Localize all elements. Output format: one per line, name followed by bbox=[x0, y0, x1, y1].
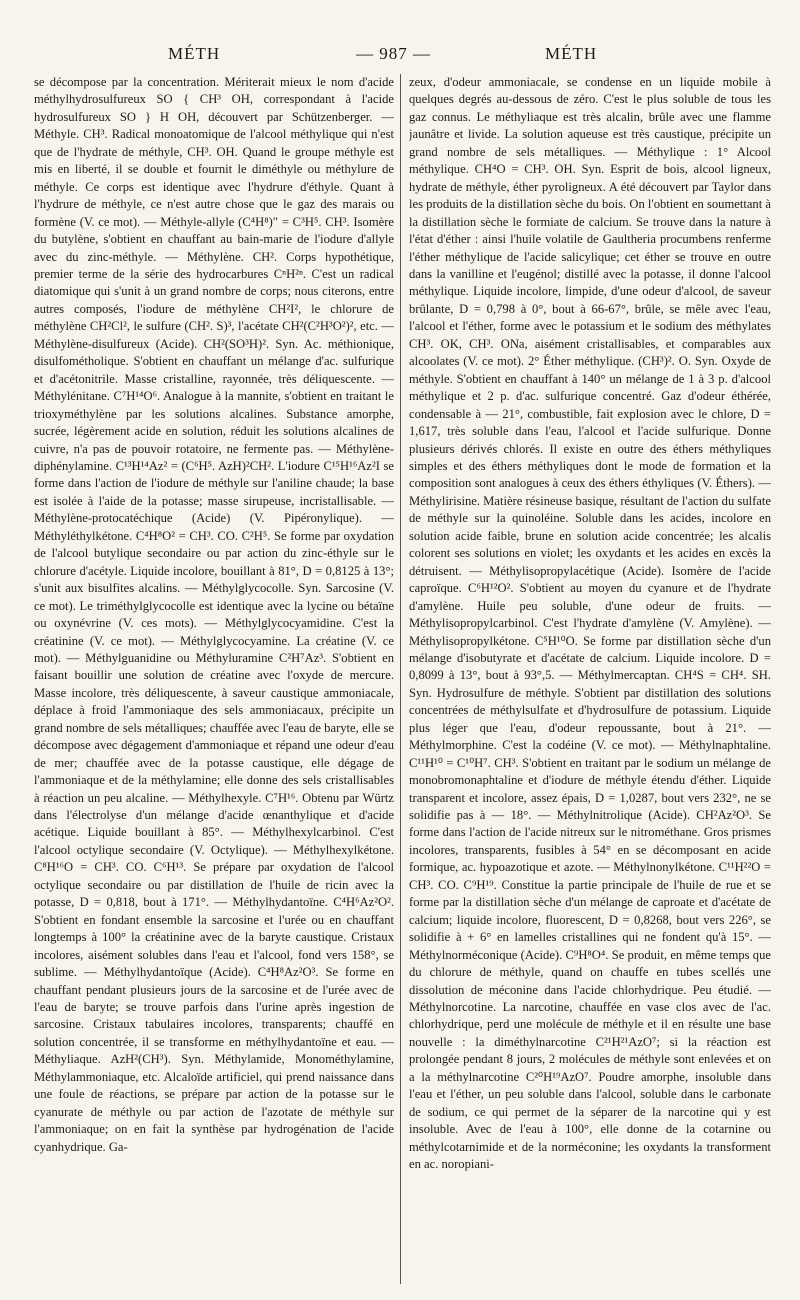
running-head-right: MÉTH bbox=[545, 44, 598, 63]
column-right-text: zeux, d'odeur ammoniacale, se condense en un liquide mobile à quelques degrés au-dessous de zéro. C'est le plus soluble de tous les gaz connus. Le méthyliaque est très alcalin, brûle avec une flamme jaunâtre et livide. La solution aqueuse est très caustique, précipite un grand nombre de sels métalliques. — Méthylique : 1° Alcool méthylique. CH⁴O = CH³. OH. Syn. Esprit de bois, alcool ligneux, hydrate de méthyle, éther pyroligneux. A été découvert par Taylor dans les produits de la distillation sèche du bois. On l'obtient en soumettant à la distillation sèche le formiate de calcium. Se trouve dans la nature à l'état d'éther : ainsi l'huile volatile de Gaultheria procumbens renferme l'éther méthylique de l'acide salicylique; cet éther se trouve en outre dans la vanilline et l'eugénol; distillé avec la potasse, il donne l'alcool méthylique. Liquide incolore, limpide, d'une odeur d'alcool, de saveur brûlante, D = 0,798 à 0°, bout à 66-67°, brûle, se mêle avec l'eau, l'alcool et l'éther, forme avec le potassium et le sodium des méthylates CH³. OK, CH³. ONa, aisément cristallisables, et comparables aux alcoolates (V. ce mot). 2° Éther méthylique. (CH³)². O. Syn. Oxyde de méthyle. S'obtient en chauffant à 140° un mélange de 1 à 3 p. d'alcool méthylique et 2 p. d'ac. sulfurique concentré. Gaz d'odeur éthérée, condensable à — 21°, combustible, fait explosion avec le chlore, D = 1,617, très soluble dans l'eau, l'alcool et l'acide sulfurique. Donne plusieurs dérivés chlorés. Il existe en outre des éthers méthyliques simples et des éthers méthyliques dont le mode de formation et la composition sont analogues à ceux des éthers éthyliques (V. Éthers). — Méthylirisine. Matière résineuse basique, résultant de l'action du sulfate de méthyle sur la quinoléine. Soluble dans les acides, incolore en solution acide faible, brune en solution acide concentrée; les alcalis colorent ses solutions en violet; les oxydants et les acides en excès la détruisent. — Méthylisopropylacétique (Acide). Isomère de l'acide caproïque. C⁶H¹²O². S'obtient au moyen du cyanure et de l'hydrate d'amylène. Huile peu soluble, d'une odeur de fruits. — Méthylisopropylcarbinol. C'est l'hydrate d'amylène (V. Amylène). — Méthylisopropylkétone. C⁵H¹⁰O. Se forme par distillation sèche d'un mélange d'isobutyrate et d'acétate de calcium. Liquide incolore. D = 0,8099 à 13°, bout à 93°,5. — Méthylmercaptan. CH⁴S = CH⁴. SH. Syn. Hydrosulfure de méthyle. S'obtient par distillation des solutions concentrées de méthylsulfate et d'hydrosulfure de potassium. Liquide plus léger que l'eau, d'odeur repoussante, bout à 21°. — Méthylmorphine. C'est la codéine (V. ce mot). — Méthylnaphtaline. C¹¹H¹⁰ = C¹⁰H⁷. CH³. S'obtient en traitant par le sodium un mélange de monobromonaphtaline et d'iodure de méthyle étendu d'éther. Liquide transparent et incolore, assez épais, D = 1,0287, bout vers 232°, ne se solidifie pas à — 18°. — Méthylnitrolique (Acide). CH²Az²O³. Se forme dans l'action de l'acide nitreux sur le nitrométhane. Gros prismes incolores, transparents, fusibles à 54° en se décomposant en acide formique, ac. hypoazotique et azote. — Méthylnonylkétone. C¹¹H²²O = CH³. CO. C⁹H¹⁹. Constitue la partie principale de l'huile de rue et se forme par la distillation sèche d'un mélange de caproate et d'acétate de calcium; liquide incolore, fluorescent, D = 0,8268, bout vers 226°, se solidifie à + 6° en lamelles cristallines qui ne fondent qu'à 15°. — Méthylnorméconique (Acide). C⁹H⁸O⁴. Se produit, en même temps que du chlorure de méthyle, quand on chauffe en tubes scellés une dissolution de méconine dans l'acide chlorhydrique. Peu étudié. — Méthylnorcotine. La narcotine, chauffée en vase clos avec de l'ac. chlorhydrique, perd une molécule de méthyle et il en résulte une base nouvelle : la diméthylnarcotine C²¹H²¹AzO⁷; si la réaction est prolongée pendant 8 jours, 2 molécules de méthyle sont enlevées et on a la méthylnarcotine C²⁰H¹⁹AzO⁷. Poudre amorphe, insoluble dans l'eau et l'éther, un peu soluble dans l'alcool, soluble dans le carbonate de sodium, ce qui permet de la séparer de la narcotine qui y est insoluble. Avec de l'eau à 100°, elle donne de la cotarnine ou méthylcotarnimide et de la norméconine; les oxydants la transforment en ac. noropiani- bbox=[409, 75, 771, 1172]
column-divider bbox=[400, 74, 401, 1284]
page-number: — 987 — bbox=[356, 44, 431, 63]
column-left-text: se décompose par la concentration. Mériterait mieux le nom d'acide méthylhydrosulfureux SO { CH³ OH, correspondant à l'acide hydrosulfureux SO } H OH, découvert par Schützenberger. — Méthyle. CH³. Radical monoatomique de l'alcool méthylique qui n'est que de l'hydrate de méthyle, CH³. OH. Quand le groupe méthyle est mis en liberté, il se double et fournit le diméthyle ou méthylure de méthyle. Ce corps est identique avec l'hydrure d'éthyle. Quant à l'hydrure de méthyle, ce n'est autre chose que le gaz des marais ou formène (V. ce mot). — Méthyle-allyle (C⁴H⁸)″ = C³H⁵. CH³. Isomère du butylène, s'obtient en chauffant au bain-marie de l'iodure d'allyle avec du zinc-méthyle. — Méthylène. CH². Corps hypothétique, premier terme de la série des hydrocarbures CⁿH²ⁿ. C'est un radical diatomique qui s'unit à un grand nombre de corps; nous citerons, entre autres composés, l'iodure de méthylène CH²I², le chlorure de méthylène CH²Cl², le sulfure (CH². S)³, l'acétate CH²(C²H³O²)², etc. — Méthylène-disulfureux (Acide). CH²(SO³H)². Syn. Ac. méthionique, disulfométholique. S'obtient en chauffant un mélange d'ac. sulfurique et d'acétonitrile. Masse cristalline, rayonnée, très déliquescente. — Méthylénitane. C⁷H¹⁴O⁶. Analogue à la mannite, s'obtient en traitant le trioxyméthylène par les solutions alcalines. Substance amorphe, sucrée, légèrement acide en solution, réduit les solutions alcalines de cuivre, n'a pas de pouvoir rotatoire, ne fermente pas. — Méthylène-diphénylamine. C¹³H¹⁴Az² = (C⁶H⁵. AzH)²CH². L'iodure C¹⁵H¹⁶Az²I se forme dans l'action de l'iodure de méthyle sur l'aniline chaude; la base est isolée à l'aide de la potasse; masse sirupeuse, incristallisable. — Méthylène-protocatéchique (Acide) (V. Pipéronylique). — Méthyléthylkétone. C⁴H⁸O² = CH³. CO. C²H⁵. Se forme par oxydation de l'alcool butylique secondaire ou par action du zinc-éthyle sur le chlorure d'acétyle. Liquide incolore, bouillant à 81°, D = 0,8125 à 13°; s'unit aux bisulfites alcalins. — Méthylglycocolle. Syn. Sarcosine (V. ce mot). Le triméthylglycocolle est identique avec la lycine ou bétaïne ou oxynévrine (V. ces mots). — Méthylglycocyamidine. C'est la créatinine (V. ce mot). — Méthylglycocyamine. La créatine (V. ce mot). — Méthylguanidine ou Méthyluramine C²H⁷Az³. S'obtient en faisant bouillir une solution de créatine avec l'oxyde de mercure. Masse incolore, très déliquescente, à saveur caustique ammoniacale, déplace à froid l'ammoniaque des sels ammoniacaux, précipite un grand nombre de sels métalliques; chauffée avec l'eau de baryte, elle se décompose avec dégagement d'ammoniaque et répand une odeur d'eau de mer; chauffée avec de la potasse caustique, elle dégage de l'ammoniaque et de la méthylamine; elle donne des sels cristallisables à réaction un peu alcaline. — Méthylhexyle. C⁷H¹⁶. Obtenu par Würtz dans l'électrolyse d'un mélange d'acide œnanthylique et d'acide acétique. Liquide bouillant à 85°. — Méthylhexylcarbinol. C'est l'alcool octylique secondaire (V. Octylique). — Méthylhexylkétone. C⁸H¹⁶O = CH³. CO. C⁶H¹³. Se prépare par oxydation de l'alcool octylique secondaire ou par distillation de l'huile de ricin avec la potasse, D = 0,818, bout à 171°. — Méthylhydantoïne. C⁴H⁶Az²O². S'obtient en fondant ensemble la sarcosine et l'urée ou en chauffant longtemps à 100° la créatinine avec de la baryte caustique. Cristaux incolores, aisément solubles dans l'eau et l'alcool, fond vers 158°, se sublime. — Méthylhydantoïque (Acide). C⁴H⁸Az²O³. Se forme en chauffant pendant plusieurs jours de la sarcosine et de l'urée avec de l'eau de baryte; se trouve parfois dans l'urine après ingestion de sarcosine. Cristaux tabulaires incolores, transparents; chauffé en solution concentrée, il se transforme en méthylhydantoïne et eau. — Méthyliaque. AzH²(CH³). Syn. Méthylamide, Monométhylamine, Méthylammoniaque, etc. Alcaloïde artificiel, qui prend naissance dans une foule de réactions, se prépare par action de la potasse sur le cyanurate de méthyle ou par action de l'azotate de méthyle sur l'ammoniaque; on en fait la synthèse par hydrogénation de l'acide cyanhydrique. Ga- bbox=[34, 75, 394, 1154]
page-header bbox=[0, 40, 800, 70]
text-column-left bbox=[34, 74, 394, 1284]
text-column-right bbox=[409, 74, 771, 1284]
running-head-left: MÉTH bbox=[168, 44, 221, 63]
